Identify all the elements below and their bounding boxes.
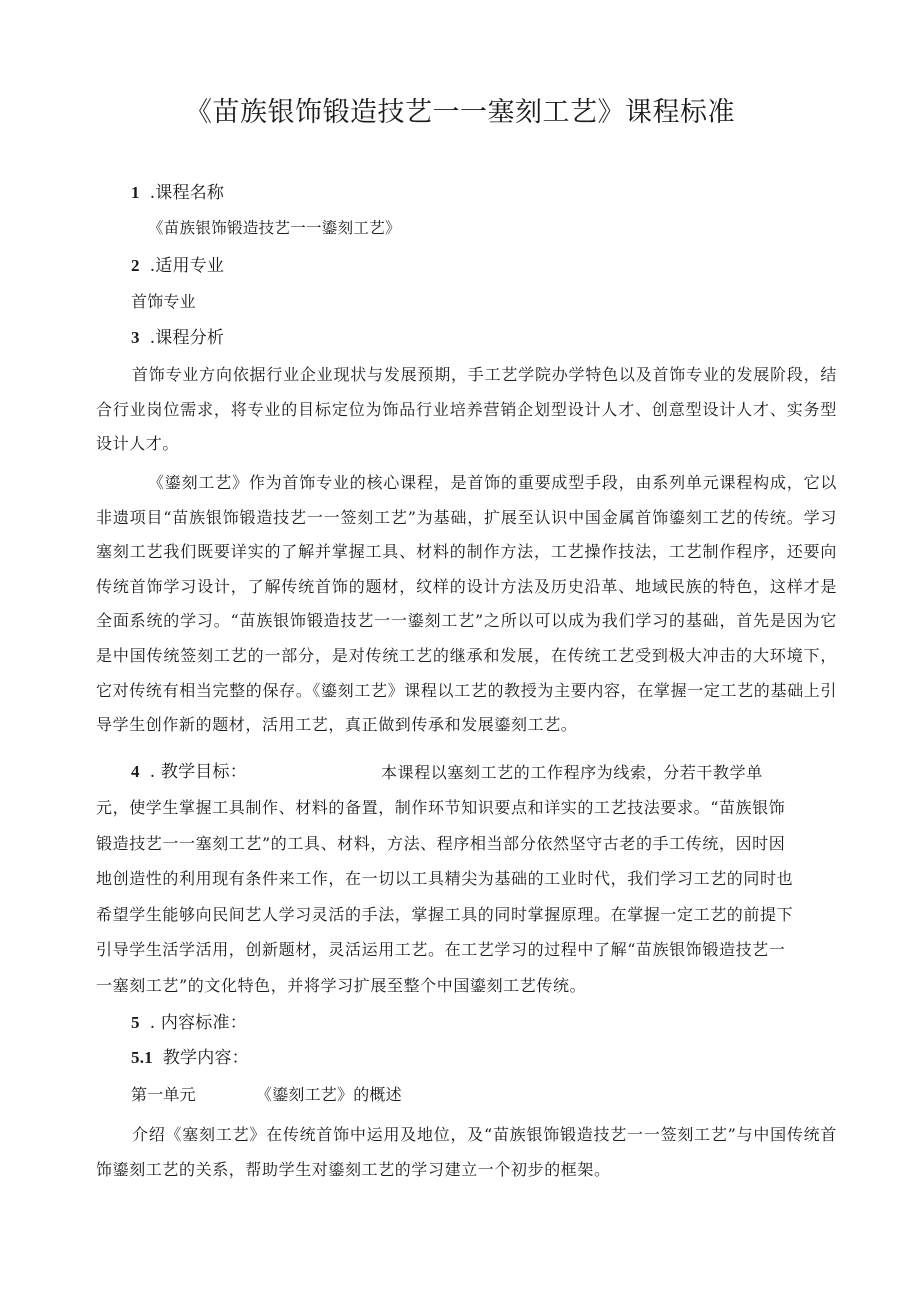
unit-1-label: 第一单元 [131,1085,196,1104]
goal-line: 一塞刻工艺”的文化特色，并将学习扩展至整个中国鎏刻工艺传统。 [96,976,587,995]
section-1-heading [131,181,224,205]
section-label: . 内容标准： [149,1013,247,1033]
section-4-heading [131,760,247,784]
section-number: 5 [131,1013,140,1032]
section-number: 1 [131,183,140,202]
document-title: 《苗族银饰锻造技艺一一塞刻工艺》课程标准 [185,97,735,128]
course-name-value: 《苗族银饰锻造技艺一一鎏刻工艺》 [148,219,401,237]
section-label: . 教学目标： [149,762,247,782]
major-value: 首饰专业 [131,292,196,311]
goal-line: 地创造性的利用现有条件来工作，在一切以工具精尖为基础的工业时代，我们学习工艺的同时也 [96,869,794,888]
section-label: .课程分析 [149,328,225,348]
section-5-1-heading [131,1046,249,1070]
section-number: 4 [131,762,140,781]
goal-line: 锻造技艺一一塞刻工艺”的工具、材料，方法、程序相当部分依然坚守古老的手工传统，因时因 [96,834,786,853]
goal-line: 引导学生活学活用，创新题材，灵活运用工艺。在工艺学习的过程中了解“苗族银饰锻造技艺一 [96,940,786,959]
course-analysis-paragraph-1: 首饰专业方向依据行业企业现状与发展预期，手工艺学院办学特色以及首饰专业的发展阶段，结合行业岗位需求，将专业的目标定位为饰品行业培养营销企划型设计人才、创意型设计人才、实务型设计人才。 [96,365,837,454]
section-label: .适用专业 [149,256,225,276]
section-label: .课程名称 [149,183,225,203]
section-label: 教学内容： [162,1048,249,1068]
goal-line: 本课程以塞刻工艺的工作程序为线索，分若干教学单 [381,763,763,782]
goal-line: 希望学生能够向民间艺人学习灵活的手法，掌握工具的同时掌握原理。在掌握一定工艺的前提下 [96,905,794,924]
section-3-heading [131,326,224,350]
unit-1-title: 《鎏刻工艺》的概述 [256,1085,402,1104]
section-number: 3 [131,328,140,347]
section-2-heading [131,254,224,278]
section-number: 2 [131,256,140,275]
unit-1-description: 介绍《塞刻工艺》在传统首饰中运用及地位，及“苗族银饰锻造技艺一一签刻工艺”与中国传统首饰鎏刻工艺的关系，帮助学生对鎏刻工艺的学习建立一个初步的框架。 [96,1125,837,1179]
section-number: 5.1 [131,1048,153,1067]
section-5-heading [131,1011,247,1035]
course-analysis-paragraph-2: 《鎏刻工艺》作为首饰专业的核心课程，是首饰的重要成型手段，由系列单元课程构成，它以非遗项目“苗族银饰锻造技艺一一签刻工艺”为基础，扩展至认识中国金属首饰鎏刻工艺的传统。学习塞刻工艺我们既要详实的了解并掌握工具、材料的制作方法，工艺操作技法，工艺制作程序，还要向传统首饰学习设计，了解传统首饰的题材，纹样的设计方法及历史沿革、地域民族的特色，这样才是全面系统的学习。“苗族银饰锻造技艺一一鎏刻工艺”之所以可以成为我们学习的基础，首先是因为它是中国传统签刻工艺的一部分，是对传统工艺的继承和发展，在传统工艺受到极大冲击的大环境下，它对传统有相当完整的保存。《鎏刻工艺》课程以工艺的教授为主要内容，在掌握一定工艺的基础上引导学生创作新的题材，活用工艺，真正做到传承和发展鎏刻工艺。 [96,473,837,735]
goal-line: 元，使学生掌握工具制作、材料的备置，制作环节知识要点和详实的工艺技法要求。“苗族银饰 [96,798,786,817]
